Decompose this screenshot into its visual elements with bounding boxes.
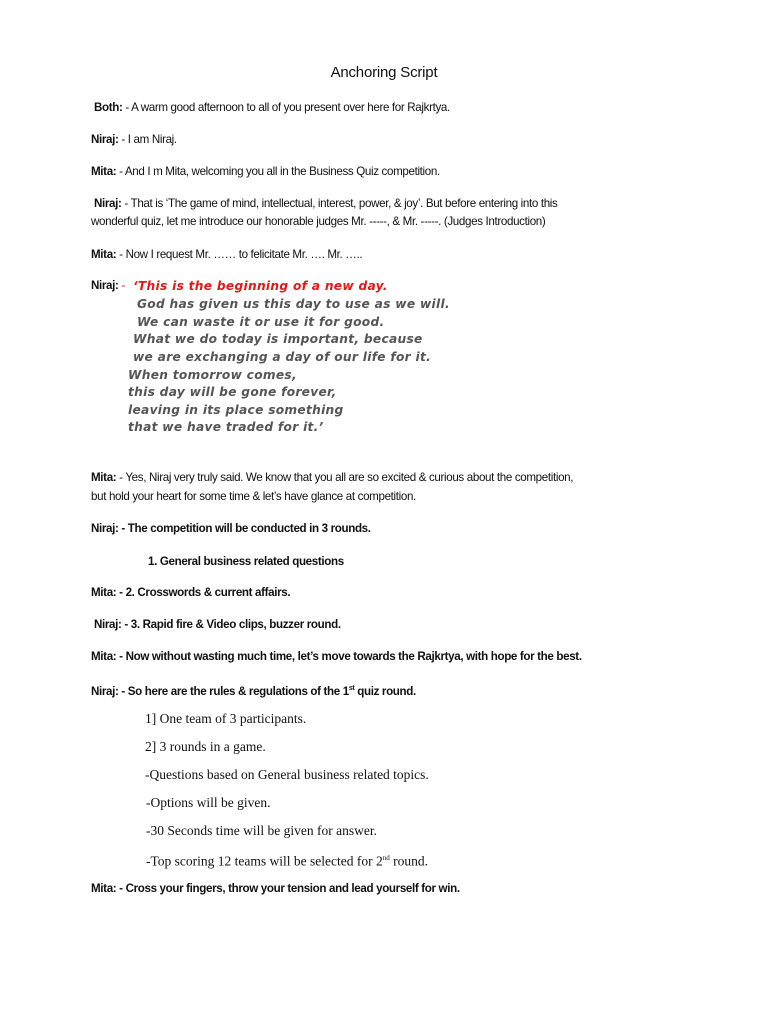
poem-line: leaving in its place something [128, 403, 344, 417]
speaker: Niraj: [91, 684, 119, 698]
dialogue: - So here are the rules & regulations of the 1 [118, 684, 349, 698]
line-mita [91, 471, 573, 485]
line-mita [91, 165, 440, 179]
speaker: Niraj: [94, 197, 122, 210]
dialogue: - And I m Mita, welcoming you all in the Business Quiz competition. [116, 165, 440, 178]
round-item: 1. General business related questions [148, 555, 344, 568]
dialogue: - 2. Crosswords & current affairs. [116, 586, 291, 599]
line-niraj [91, 279, 125, 293]
line-continuation: but hold your heart for some time & let’s have glance at competition. [91, 490, 416, 503]
dialogue: - Cross your fingers, throw your tension and lead yourself for win. [116, 882, 460, 895]
line-niraj [94, 197, 557, 211]
rule-item: -Questions based on General business related topics. [145, 767, 429, 782]
poem-line: When tomorrow comes, [128, 368, 297, 382]
speaker: Mita: [91, 882, 117, 895]
superscript: nd [382, 854, 390, 862]
rule-item: 1] One team of 3 participants. [145, 711, 307, 726]
superscript: st [348, 685, 355, 692]
dialogue: - 3. Rapid fire & Video clips, buzzer round. [121, 618, 341, 631]
speaker: Mita: [91, 165, 117, 178]
speaker: Niraj: [91, 522, 119, 535]
line-niraj [91, 682, 416, 699]
line-mita [91, 248, 362, 262]
speaker: Both: [94, 101, 123, 114]
dialogue: - The competition will be conducted in 3 rounds. [118, 522, 371, 535]
rule-item [146, 851, 428, 869]
dialogue: - I am Niraj. [118, 133, 177, 146]
poem-line: ‘This is the beginning of a new day. [133, 279, 388, 293]
dash: - [118, 279, 125, 292]
poem-line: this day will be gone forever, [128, 385, 337, 399]
poem-line: God has given us this day to use as we will. [137, 297, 450, 311]
line-both [94, 101, 450, 115]
poem-line: We can waste it or use it for good. [137, 315, 385, 329]
line-mita [91, 586, 290, 600]
dialogue: - Now without wasting much time, let’s move towards the Rajkrtya, with hope for the best. [116, 650, 582, 663]
speaker: Niraj: [91, 133, 119, 146]
dialogue: - A warm good afternoon to all of you present over here for Rajkrtya. [122, 101, 450, 114]
rule-text: -Top scoring 12 teams will be selected for 2 [146, 853, 383, 869]
dialogue: - That is ‘The game of mind, intellectual, interest, power, & joy’. But before entering into this [121, 197, 558, 210]
dialogue: - Yes, Niraj very truly said. We know that you all are so excited & curious about the competition, [116, 471, 574, 484]
rule-text: round. [389, 853, 428, 869]
line-niraj [91, 522, 371, 536]
line-mita [91, 650, 582, 664]
line-niraj [94, 618, 341, 632]
speaker: Mita: [91, 248, 117, 261]
rule-item: -Options will be given. [146, 795, 271, 810]
speaker: Mita: [91, 471, 117, 484]
rule-item: 2] 3 rounds in a game. [145, 739, 266, 754]
speaker: Niraj: [94, 618, 122, 631]
speaker: Mita: [91, 650, 117, 663]
speaker: Niraj: [91, 279, 119, 292]
speaker: Mita: [91, 586, 117, 599]
dialogue: - Now I request Mr. …… to felicitate Mr. …. Mr. ….. [116, 248, 363, 261]
line-continuation: wonderful quiz, let me introduce our honorable judges Mr. -----, & Mr. -----. (Judges Introduction) [91, 215, 546, 228]
dialogue: quiz round. [354, 684, 416, 698]
document-title: Anchoring Script [330, 64, 438, 81]
line-niraj [91, 133, 177, 147]
poem-line: What we do today is important, because [133, 332, 423, 346]
line-mita [91, 882, 460, 896]
poem-line: that we have traded for it.’ [128, 420, 324, 434]
poem-line: we are exchanging a day of our life for it. [133, 350, 432, 364]
rule-item: -30 Seconds time will be given for answer. [146, 823, 377, 838]
